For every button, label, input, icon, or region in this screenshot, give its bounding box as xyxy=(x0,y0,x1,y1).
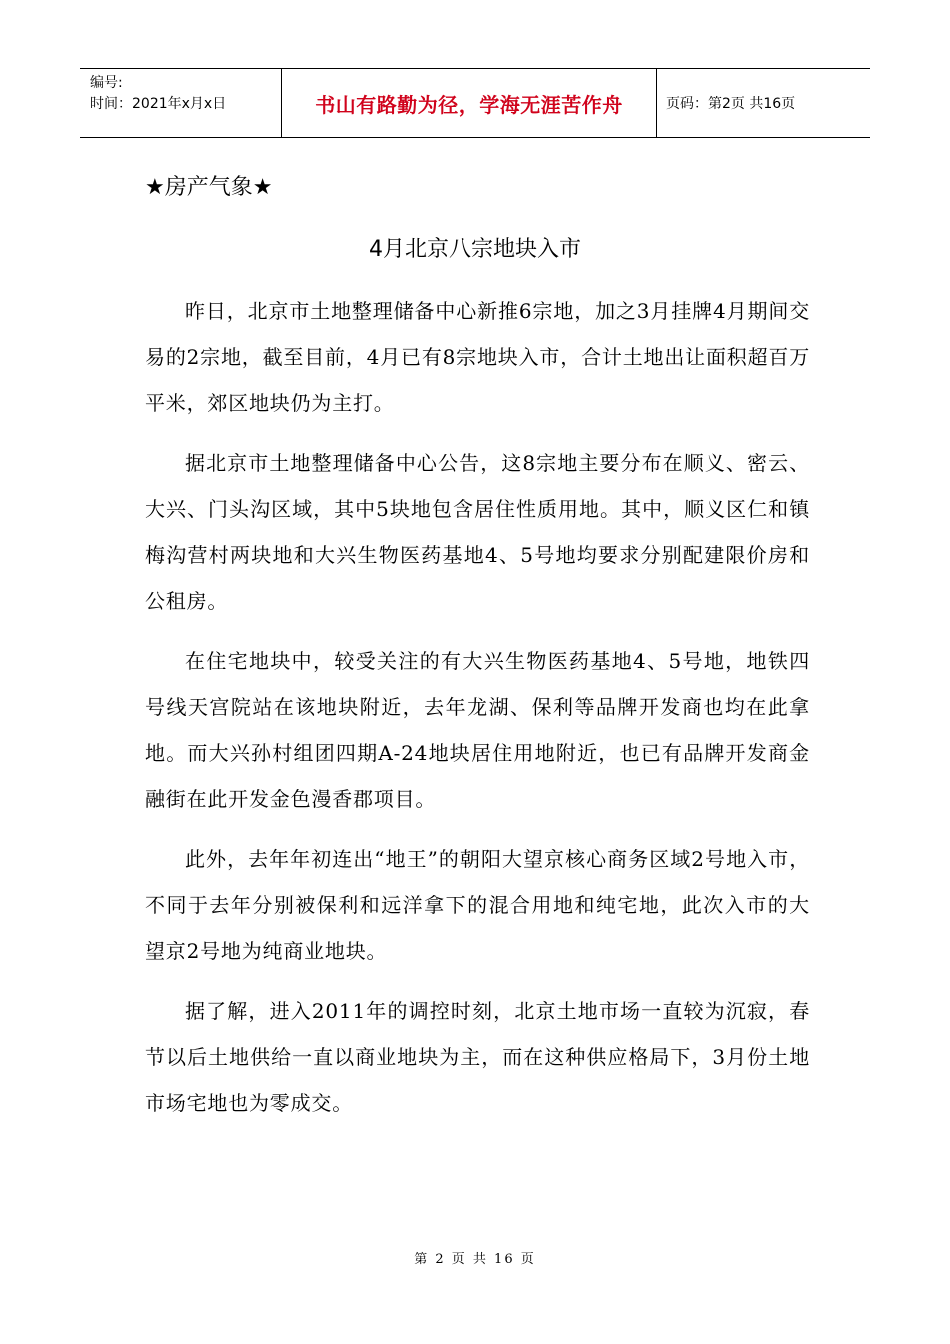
article-body xyxy=(145,288,810,1140)
paragraph: 据北京市土地整理储备中心公告，这8宗地主要分布在顺义、密云、大兴、门头沟区域，其中5块地包含居住性质用地。其中，顺义区仁和镇梅沟营村两块地和大兴生物医药基地4、5号地均要求分别配建限价房和公租房。 xyxy=(145,451,810,613)
paragraph: 据了解，进入2011年的调控时刻，北京土地市场一直较为沉寂，春节以后土地供给一直以商业地块为主，而在这种供应格局下，3月份土地市场宅地也为零成交。 xyxy=(145,999,810,1115)
section-title: ★房产气象★ xyxy=(145,175,273,200)
article-title: 4月北京八宗地块入市 xyxy=(369,237,581,262)
paragraph: 昨日，北京市土地整理储备中心新推6宗地，加之3月挂牌4月期间交易的2宗地，截至目前，4月已有8宗地块入市，合计土地出让面积超百万平米，郊区地块仍为主打。 xyxy=(145,299,810,415)
paragraph: 在住宅地块中，较受关注的有大兴生物医药基地4、5号地，地铁四号线天宫院站在该地块附近，去年龙湖、保利等品牌开发商也均在此拿地。而大兴孙村组团四期A-24地块居住用地附近，也已有品牌开发商金融街在此开发金色漫香郡项目。 xyxy=(145,649,810,811)
time-label: 时间：2021年x月x日 xyxy=(90,96,227,112)
header-meta xyxy=(80,69,281,137)
header-motto: 书山有路勤为径，学海无涯苦作舟 xyxy=(281,69,657,137)
serial-label: 编号: xyxy=(90,75,123,91)
paragraph: 此外，去年年初连出“地王”的朝阳大望京核心商务区域2号地入市，不同于去年分别被保利和远洋拿下的混合用地和纯宅地，此次入市的大望京2号地为纯商业地块。 xyxy=(145,847,810,963)
header-page-info: 页码：第2页 共16页 xyxy=(666,96,796,112)
page-footer: 第 2 页 共 16 页 xyxy=(414,1252,536,1267)
page-header xyxy=(80,68,870,138)
